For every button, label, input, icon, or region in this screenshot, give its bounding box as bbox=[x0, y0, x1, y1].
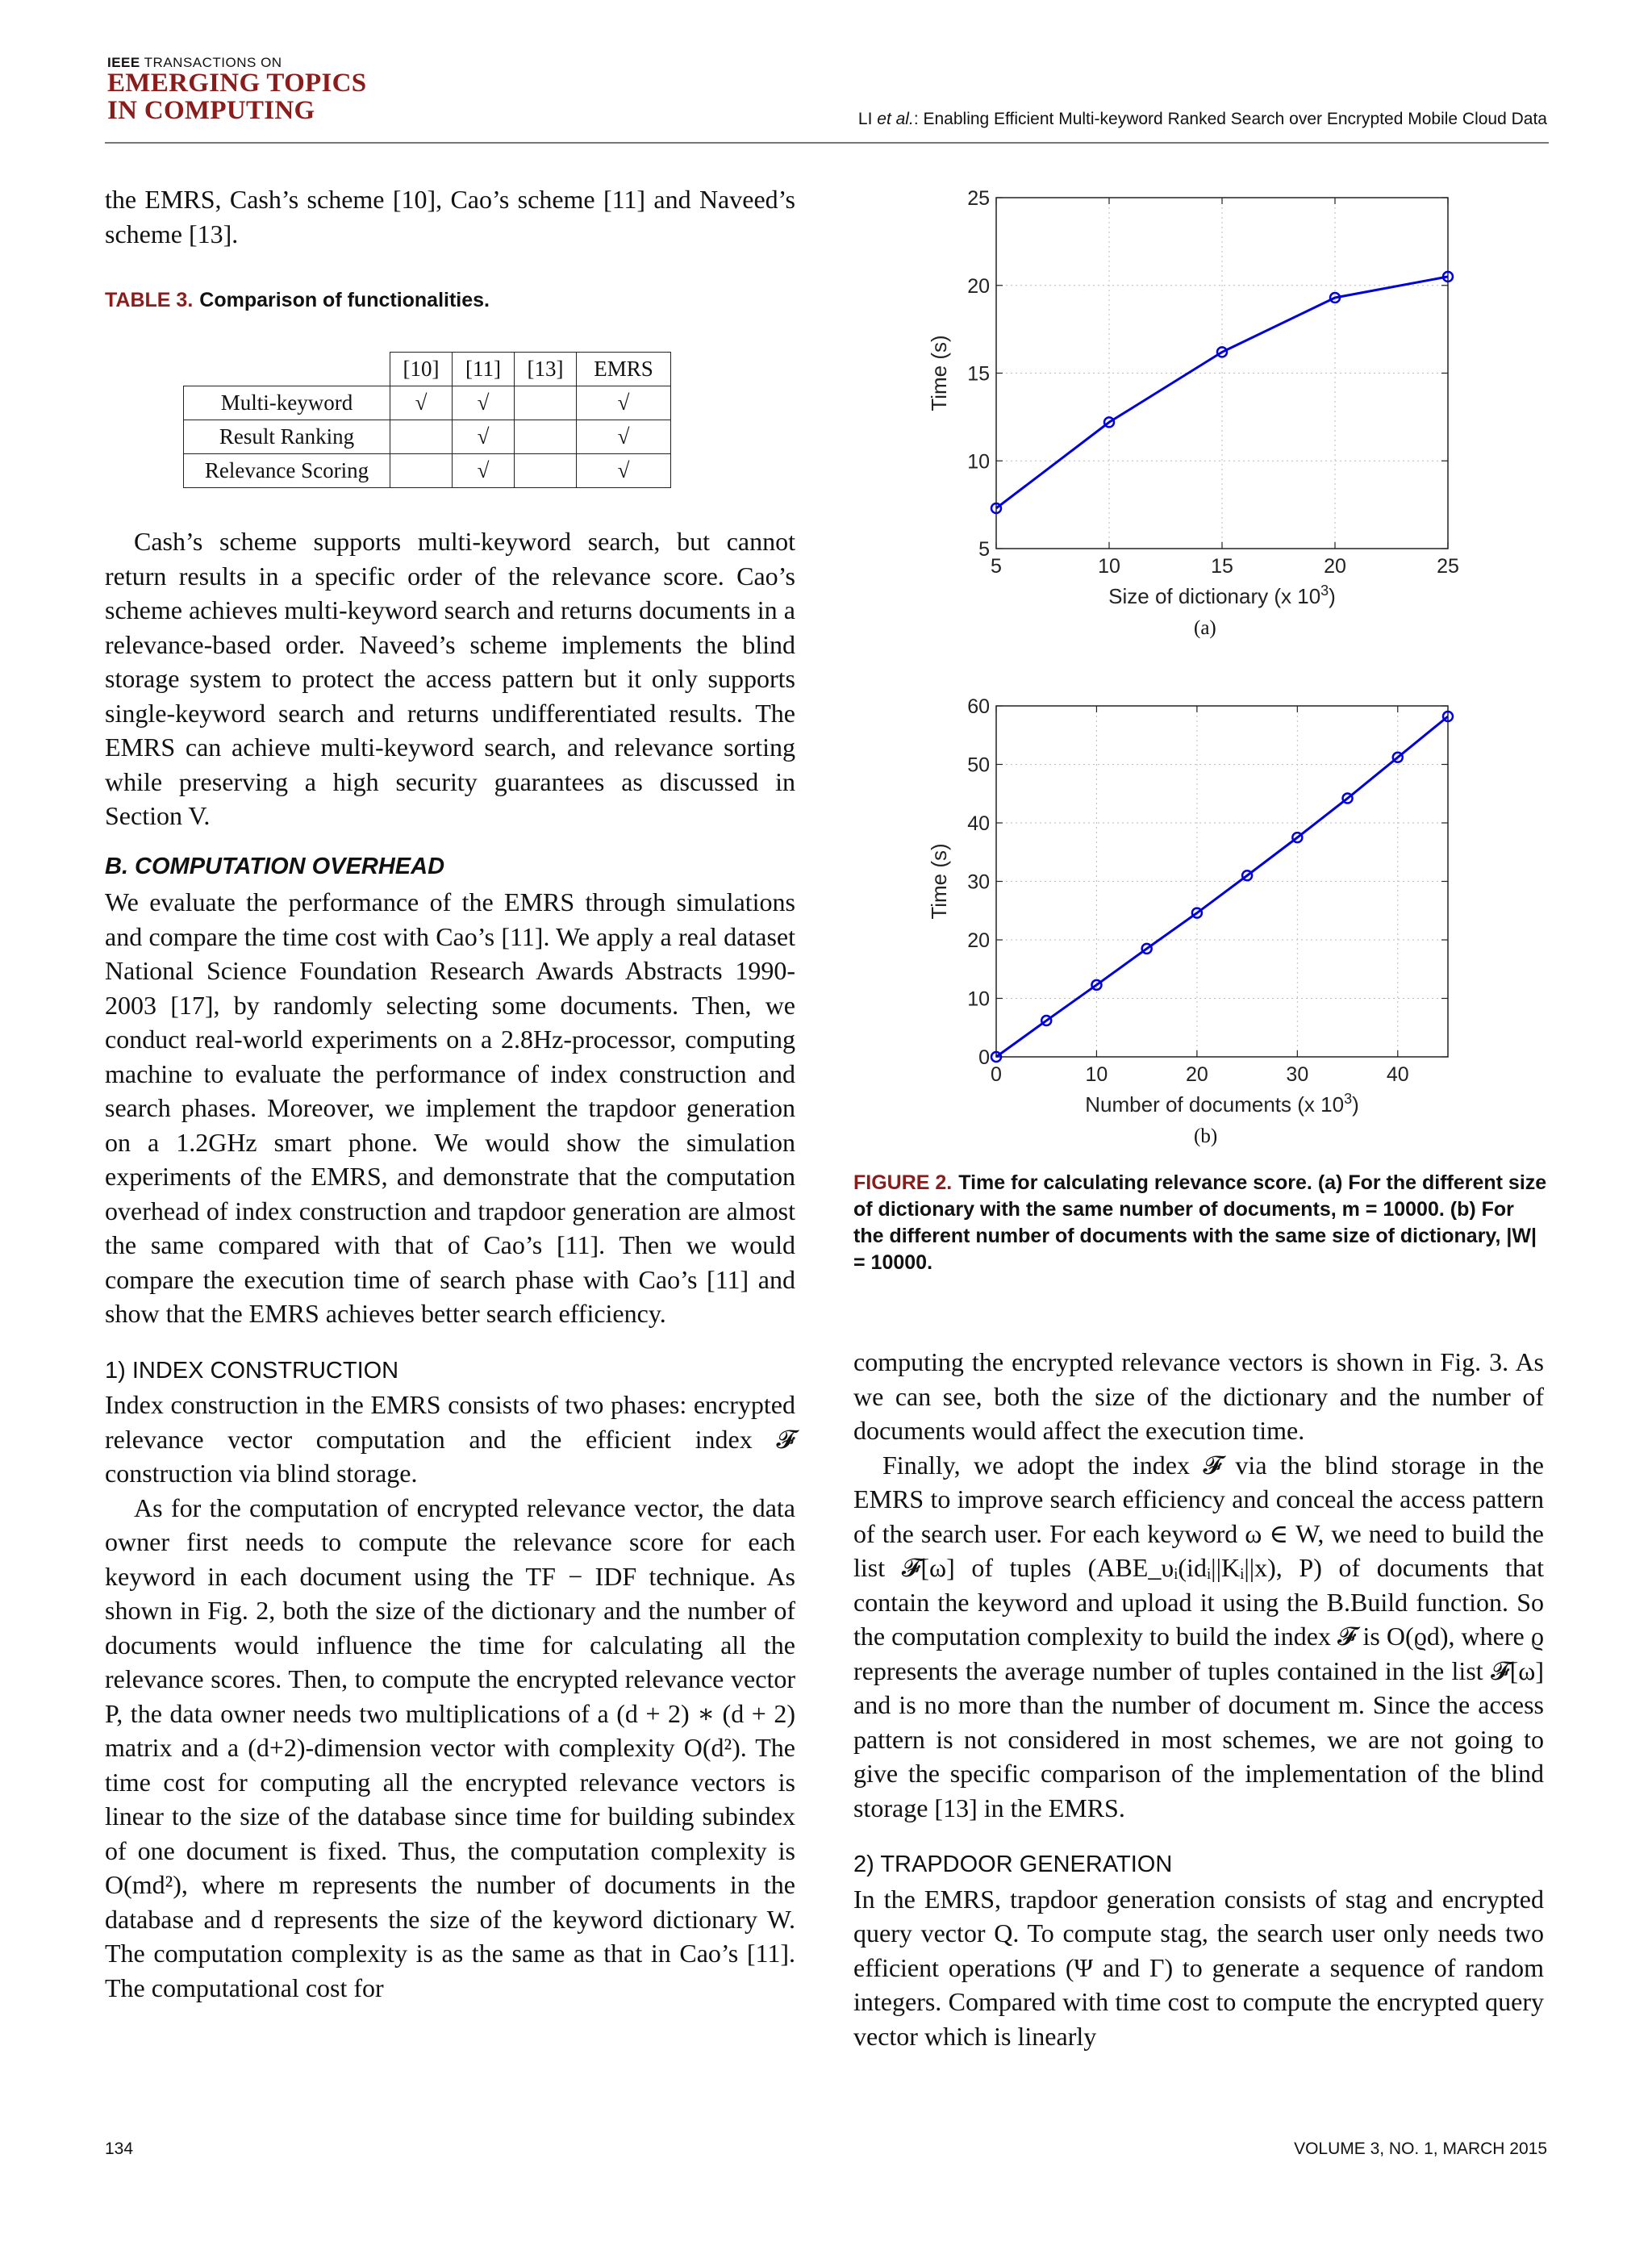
series-line bbox=[996, 716, 1448, 1057]
paragraph: In the EMRS, trapdoor generation consists of stag and encrypted query vector Q. To compute stag, the search user only needs two efficient operations (Ψ and Γ) to generate a sequence of random integers. Compared with time cost to compute the encrypted query vector which is linearly bbox=[853, 1884, 1544, 2051]
table-row bbox=[184, 386, 671, 420]
table-header: [13] bbox=[515, 353, 577, 386]
header-rule bbox=[105, 142, 1549, 144]
y-tick-label: 25 bbox=[967, 187, 990, 210]
table-cell bbox=[390, 420, 453, 454]
paragraph: Finally, we adopt the index 𝓕 via the blind storage in the EMRS to improve search efficiency and conceal the access pattern of the search user. For each keyword ω ∈ W, we need to build the list 𝓕[ω] of tuples (ABE_υᵢ(idᵢ||Kᵢ||x), P) of documents that contain the keyword and upload it using the B.Build function. So the computation complexity to build the index 𝓕 is O(ϱd), where ϱ represents the average number of tuples contained in the list 𝓕[ω] and is no more than the number of document m. Since the access pattern is not considered in most schemes, we are not going to give the specific comparison of the implementation of the blind storage [13] in the EMRS. bbox=[853, 1450, 1545, 1822]
table-cell: √ bbox=[577, 420, 671, 454]
y-tick-label: 15 bbox=[967, 362, 990, 386]
paragraph: Index construction in the EMRS consists of two phases: encrypted relevance vector computation and the efficient index 𝓕 construction via blind storage. bbox=[105, 1390, 795, 1488]
y-axis-label: Time (s) bbox=[927, 335, 951, 411]
paragraph: We evaluate the performance of the EMRS through simulations and compare the time cost with Cao’s [11]. We apply a real dataset National Science Foundation Research Awards Abstracts 1990-2003 [17], by randomly selecting some documents. Then, we conduct real-world experiments on a 2.8Hz-processor, computing machine to evaluate the performance of index construction and search phases. Moreover, we implement the trapdoor generation on a 1.2GHz smart phone. We would show the simulation experiments of the EMRS, and demonstrate that the computation overhead of index construction and trapdoor generation are almost the same compared with that of Cao’s [11]. Then we would compare the execution time of search phase with Cao’s [11] and show that the EMRS achieves better search efficiency. bbox=[105, 887, 795, 1328]
table-cell: √ bbox=[453, 454, 515, 488]
table-cell: √ bbox=[453, 386, 515, 420]
chart-a bbox=[887, 182, 1484, 617]
table-caption: TABLE 3. Comparison of functionalities. bbox=[105, 289, 490, 311]
table-header: [10] bbox=[390, 353, 453, 386]
table-row-label: Result Ranking bbox=[184, 420, 390, 454]
y-axis-label: Time (s) bbox=[927, 843, 951, 920]
y-tick-label: 20 bbox=[967, 929, 990, 952]
volume-info: VOLUME 3, NO. 1, MARCH 2015 bbox=[1294, 2140, 1547, 2158]
paragraph: As for the computation of encrypted relevance vector, the data owner first needs to compute the relevance score for each keyword in each document using the TF − IDF technique. As shown in Fig. 2, both the size of the dictionary and the number of documents would influence the time for calculating all the relevance scores. Then, to compute the encrypted relevance vector P, the data owner needs two multiplications of a (d + 2) ∗ (d + 2) matrix and a (d+2)-dimension vector with complexity O(d²). The time cost for computing all the encrypted relevance vectors is linear to the size of the database since time for building subindex of one document is fixed. Thus, the computation complexity is O(md²), where m represents the number of documents in the database and d represents the size of the keyword dictionary W. The computation complexity is as the same as that in Cao’s [11]. The computational cost for bbox=[105, 1492, 795, 2002]
y-tick-label: 30 bbox=[967, 870, 990, 894]
section-heading: B. COMPUTATION OVERHEAD bbox=[105, 853, 445, 879]
x-tick-label: 10 bbox=[1098, 555, 1120, 578]
journal-name: EMERGING TOPICS IN COMPUTING bbox=[107, 69, 367, 125]
table-row-label: Multi-keyword bbox=[184, 386, 390, 420]
table-cell: √ bbox=[390, 386, 453, 420]
table-cell bbox=[515, 386, 577, 420]
right-body bbox=[853, 1345, 1544, 2053]
x-tick-label: 25 bbox=[1437, 555, 1459, 578]
table-corner bbox=[184, 353, 390, 386]
y-tick-label: 5 bbox=[978, 538, 990, 561]
page-number: 134 bbox=[105, 2140, 134, 2158]
table-row-label: Relevance Scoring bbox=[184, 454, 390, 488]
running-title: LI et al.: Enabling Efficient Multi-keyword Ranked Search over Encrypted Mobile Cloud Data bbox=[857, 110, 1547, 128]
table-cell bbox=[515, 454, 577, 488]
table-row bbox=[184, 454, 671, 488]
table-cell bbox=[515, 420, 577, 454]
y-tick-label: 0 bbox=[978, 1046, 990, 1069]
subfigure-a-label: (a) bbox=[1194, 617, 1216, 639]
y-tick-label: 60 bbox=[967, 695, 990, 718]
journal-name-small: IEEE TRANSACTIONS ON bbox=[107, 55, 282, 70]
y-tick-label: 10 bbox=[967, 987, 990, 1011]
subsection-heading: 1) INDEX CONSTRUCTION bbox=[105, 1357, 399, 1384]
x-axis-label: Size of dictionary (x $10^3$) bbox=[1108, 582, 1336, 608]
left-intro: the EMRS, Cash’s scheme [10], Cao’s scheme [11] and Naveed’s scheme [13]. bbox=[105, 185, 795, 248]
figure-caption: FIGURE 2. Time for calculating relevance score. (a) For the different size of dictionary with the same number of documents, m = 10000. (b) For the different number of documents with the same size of dictionary, |W| = 10000. bbox=[853, 1171, 1547, 1274]
table-header: [11] bbox=[453, 353, 515, 386]
y-tick-label: 20 bbox=[967, 274, 990, 298]
table-row bbox=[184, 420, 671, 454]
chart-b bbox=[887, 690, 1484, 1125]
x-tick-label: 10 bbox=[1085, 1063, 1108, 1086]
y-tick-label: 40 bbox=[967, 812, 990, 835]
x-tick-label: 40 bbox=[1386, 1063, 1409, 1086]
left-body bbox=[105, 524, 795, 2005]
x-tick-label: 0 bbox=[991, 1063, 1002, 1086]
table-header: EMRS bbox=[577, 353, 671, 386]
x-tick-label: 30 bbox=[1286, 1063, 1309, 1086]
table-cell: √ bbox=[577, 454, 671, 488]
x-tick-label: 20 bbox=[1185, 1063, 1208, 1086]
x-tick-label: 20 bbox=[1324, 555, 1346, 578]
table-header-row bbox=[184, 353, 671, 386]
comparison-table bbox=[183, 352, 671, 488]
table-cell: √ bbox=[453, 420, 515, 454]
y-tick-label: 10 bbox=[967, 450, 990, 474]
subsection-heading: 2) TRAPDOOR GENERATION bbox=[853, 1851, 1173, 1877]
x-tick-label: 5 bbox=[991, 555, 1002, 578]
table-cell bbox=[390, 454, 453, 488]
subfigure-b-label: (b) bbox=[1194, 1125, 1218, 1147]
paragraph: computing the encrypted relevance vectors is shown in Fig. 3. As we can see, both the size of the dictionary and the number of documents would affect the execution time. bbox=[853, 1347, 1544, 1445]
paragraph: Cash’s scheme supports multi-keyword search, but cannot return results in a specific order of the relevance score. Cao’s scheme achieves multi-keyword search and returns documents in a relevance-based order. Naveed’s scheme implements the blind storage system to protect the access pattern but it only supports single-keyword search and returns undifferentiated results. The EMRS can achieve multi-keyword search, and relevance sorting while preserving a high security guarantees as discussed in Section V. bbox=[105, 527, 795, 830]
table-cell: √ bbox=[577, 386, 671, 420]
y-tick-label: 50 bbox=[967, 754, 990, 777]
x-tick-label: 15 bbox=[1211, 555, 1233, 578]
x-axis-label: Number of documents (x $10^3$) bbox=[1085, 1091, 1359, 1117]
